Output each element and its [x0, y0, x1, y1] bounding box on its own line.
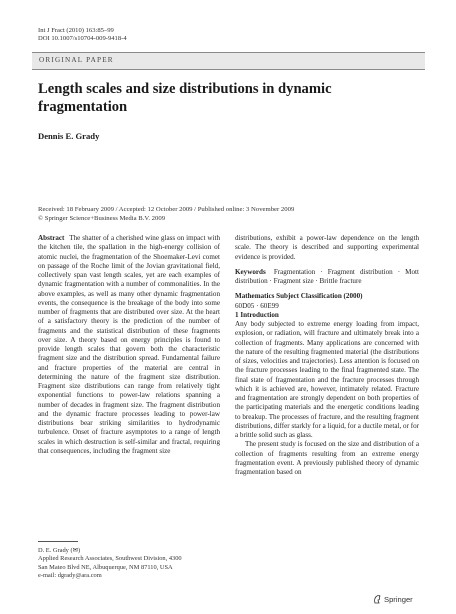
- journal-citation: [38, 27, 127, 44]
- msc-codes: 60D05 · 60E99: [235, 301, 279, 310]
- paper-title: Length scales and size distributions in dynamic fragmentation: [38, 81, 332, 115]
- author-affiliation: [38, 547, 228, 580]
- introduction-heading: 1 Introduction: [235, 310, 279, 319]
- keywords-text: Fragmentation · Fragment distribution · Mott distribution · Fragment size · Brittle fracture: [235, 267, 419, 285]
- section-banner: [32, 52, 425, 70]
- left-column: [38, 234, 220, 534]
- keywords-paragraph: [235, 268, 419, 287]
- keywords-label: Keywords: [235, 267, 266, 276]
- publication-dates: [38, 206, 438, 223]
- publisher-mark: [373, 594, 413, 606]
- section-banner-label: ORIGINAL PAPER: [39, 56, 114, 64]
- introduction-paragraph-2: The present study is focused on the size and distribution of a collection of fragments resulting from an extreme energy fragmentation event. A previously published theory of dynamic fragmentation based on: [235, 440, 419, 476]
- affiliation-name: D. E. Grady (✉): [38, 547, 81, 554]
- journal-line: Int J Fract (2010) 163:85–99: [38, 27, 114, 34]
- right-column: [235, 234, 419, 589]
- publisher-name: Springer: [384, 595, 413, 604]
- author-name: Dennis E. Grady: [38, 131, 100, 141]
- introduction-paragraph-1: Any body subjected to extreme energy loading from impact, explosion, or radiation, will fracture and ultimately break into a collection of fragments. Many applications are concerned with the nature of the resulting fragmented material (the distributions of sizes, velocities and trajectories). Less attention is focused on the fracture processes leading to the final fragmented state. The final state of fragmentation and the fracture processes through which it is achieved are, however, intimately related. Fracture and fragmentation are strongly dependent on both properties of the participating materials and the energetic conditions leading to breakup. The processes of fracture, and the resulting fragment distributions, differ starkly for a liquid, for a ductile metal, or for a brittle solid such as glass.: [235, 320, 419, 439]
- abstract-label: Abstract: [38, 234, 65, 242]
- received-line: Received: 18 February 2009 / Accepted: 12 October 2009 / Published online: 3 November 2009: [38, 206, 295, 213]
- springer-horse-icon: [373, 594, 382, 606]
- affiliation-org: Applied Research Associates, Southwest Division, 4300: [38, 555, 182, 563]
- abstract-text: The shatter of a cherished wine glass on impact with the kitchen tile, the spallation in the high-energy collision of atomic nuclei, the fragmentation of the Shoemaker-Levi comet on passage of the Roche limit of the Jovian gravitational field, collectively span vast length scales, yet are each examples of dynamic fragmentation with a number of commonalities. In the above examples, as well as many other dynamic fragmentation events, the consequence is the breakage of the body into some number of fragments that are distributed over size. At the heart of a satisfactory theory is the prediction of the number of fragments and the statistical distribution of these fragments over size. A theory based on energy principles is found to provide length scales that govern both the characteristic fragment size and the distribution spread. Fundamental failure and fracture properties of the material are central in determining the nature of the fragment size distribution. Fragment size distributions can range from relatively tight exponential functions to power-law relations spanning a number of decades in fragment size. The fragment distribution and the dynamic fracture processes leading to power-law distributions bear striking similarities to hydrodynamic turbulence. Onset of fracture asymptotes to a range of length scales in which destruction is self-similar and fractal, requiring that consequences, including the fragment size: [38, 234, 220, 455]
- doi-line: DOI 10.1007/s10704-009-9418-4: [38, 35, 127, 43]
- footnote-divider: [38, 541, 78, 542]
- msc-label: Mathematics Subject Classification (2000): [235, 292, 363, 301]
- abstract-continuation: distributions, exhibit a power-law dependence on the length scale. The theory is described and supporting experimental evidence is provided.: [235, 234, 419, 261]
- copyright-line: © Springer Science+Business Media B.V. 2009: [38, 214, 166, 222]
- affiliation-email[interactable]: e-mail: dgrady@ara.com: [38, 571, 102, 579]
- abstract-paragraph: [38, 234, 220, 456]
- affiliation-address: San Mateo Blvd NE, Albuquerque, NM 87110, USA: [38, 563, 173, 571]
